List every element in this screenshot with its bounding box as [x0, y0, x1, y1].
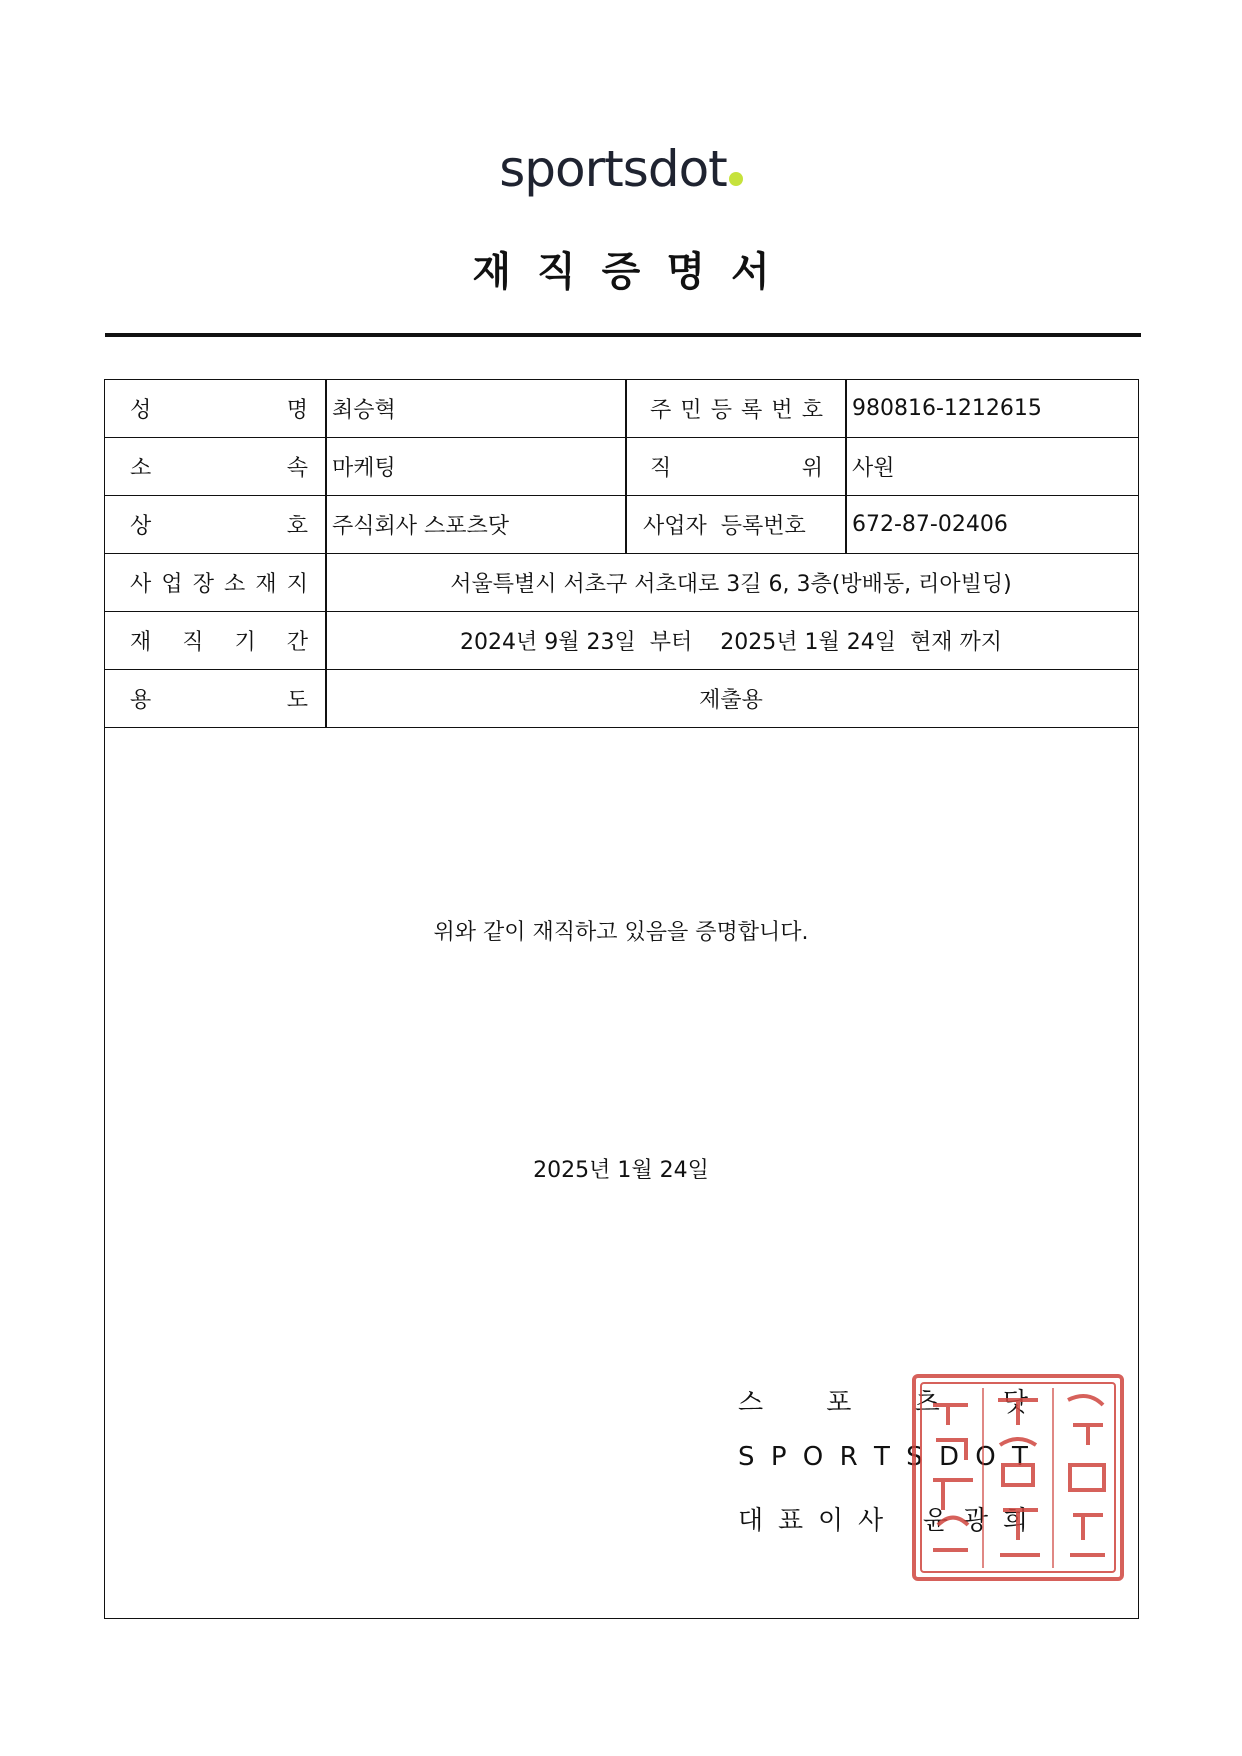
value-position: 사원 — [852, 456, 895, 481]
value-period: 2024년 9월 23일 부터 2025년 1월 24일 현재 까지 — [460, 630, 1002, 655]
logo-dot-icon — [729, 172, 743, 186]
company-name-ko: 스 포 츠 닷 — [738, 1388, 1028, 1418]
title-divider — [105, 333, 1141, 337]
value-company: 주식회사 스포츠닷 — [332, 514, 510, 539]
company-seal-icon — [908, 1370, 1128, 1585]
table-row-dept — [105, 438, 1138, 496]
label-name: 성 명 — [130, 398, 308, 423]
ceo-name: 대 표 이 사 윤 광 희 — [738, 1506, 1028, 1536]
company-name-en: S P O R T S D O T — [738, 1442, 1028, 1472]
value-rrn: 980816-1212615 — [852, 396, 1042, 421]
value-brn: 672-87-02406 — [852, 512, 1008, 537]
value-dept: 마케팅 — [332, 456, 396, 481]
table-row-period — [105, 612, 1138, 670]
label-address: 사 업 장 소 재 지 — [130, 572, 308, 597]
label-rrn: 주 민 등 록 번 호 — [650, 398, 823, 423]
label-dept: 소 속 — [130, 456, 308, 481]
table-row-name — [105, 380, 1138, 438]
company-logo — [0, 140, 1242, 198]
label-company: 상 호 — [130, 514, 308, 539]
table-row-purpose — [105, 670, 1138, 728]
value-purpose: 제출용 — [699, 688, 763, 713]
certification-statement: 위와 같이 재직하고 있음을 증명합니다. — [433, 920, 809, 945]
table-row-address — [105, 554, 1138, 612]
logo-text: sportsdot — [499, 140, 727, 198]
table-row-company — [105, 496, 1138, 554]
document-title: 재직증명서 — [472, 249, 796, 295]
label-purpose: 용 도 — [130, 688, 308, 713]
issue-date: 2025년 1월 24일 — [533, 1158, 709, 1183]
value-address: 서울특별시 서초구 서초대로 3길 6, 3층(방배동, 리아빌딩) — [450, 572, 1012, 597]
label-brn: 사업자 등록번호 — [643, 514, 806, 539]
value-name: 최승혁 — [332, 398, 396, 423]
label-period: 재 직 기 간 — [130, 630, 308, 655]
label-position: 직 위 — [650, 456, 823, 481]
